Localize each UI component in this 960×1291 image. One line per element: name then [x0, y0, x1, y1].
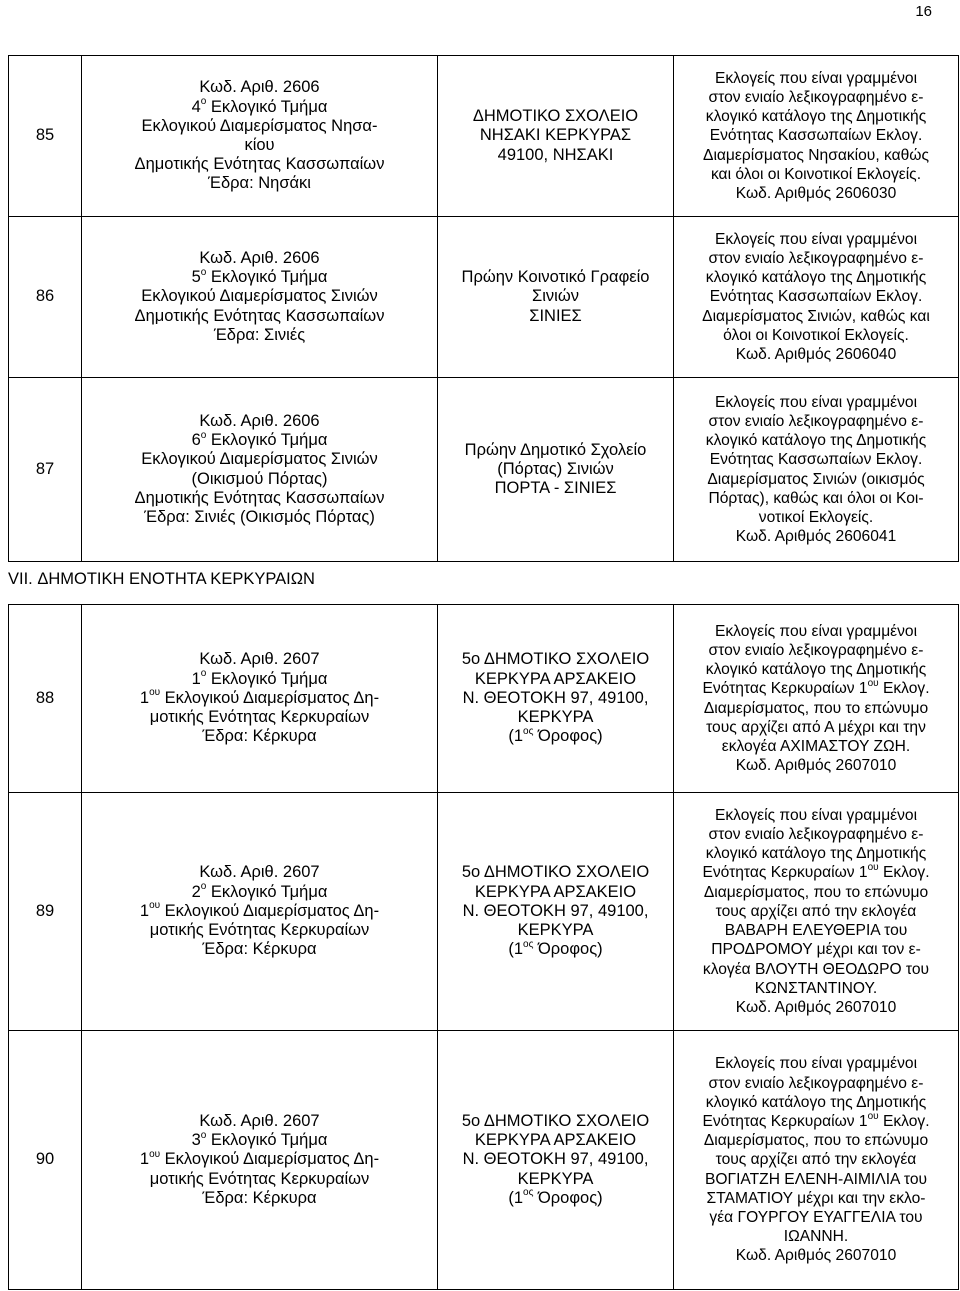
polling-station-line: Δημοτικής Ενότητας Κασσωπαίων	[134, 306, 385, 325]
polling-station-line-text: Εκλογικού Διαμερίσματος Δη-	[160, 1150, 380, 1169]
polling-station-line-text: 1	[139, 688, 150, 707]
polling-station-cell	[82, 378, 438, 562]
voters-line: κλογικό κατάλογο της Δημοτικής	[705, 432, 927, 450]
venue-line-text: Όροφος)	[533, 940, 603, 959]
table-row	[9, 1031, 959, 1290]
venue-cell	[438, 1031, 674, 1290]
venue-line: Ν. ΘΕΟΤΟΚΗ 97, 49100,	[462, 688, 649, 707]
venue-line: Ν. ΘΕΟΤΟΚΗ 97, 49100,	[462, 1150, 649, 1169]
voters-line: Εκλογείς που είναι γραμμένοι	[714, 69, 918, 87]
voters-line: Κωδ. Αριθμός 2607010	[735, 757, 897, 775]
polling-station-line: Κωδ. Αριθ. 2607	[199, 863, 320, 882]
polling-station-cell	[82, 56, 438, 217]
voters-line-text: Εκλογ.	[878, 1112, 930, 1130]
voters-line: κλογικό κατάλογο της Δημοτικής	[705, 108, 927, 126]
voters-cell	[674, 605, 959, 793]
venue-line	[440, 940, 671, 959]
polling-station-line: Κωδ. Αριθ. 2606	[199, 78, 320, 97]
voters-line: ΙΩΑΝΝΗ.	[783, 1228, 849, 1246]
polling-station-line: Κωδ. Αριθ. 2606	[199, 411, 320, 430]
voters-line: Διαμερίσματος Σινιών, καθώς και	[702, 307, 930, 325]
ordinal-suffix: ου	[149, 1148, 161, 1160]
voters-line-text: Ενότητας Κερκυραίων 1	[702, 1112, 868, 1130]
venue-line: ΚΕΡΚΥΡΑ ΑΡΣΑΚΕΙΟ	[474, 882, 637, 901]
polling-station-line: Κωδ. Αριθ. 2607	[199, 650, 320, 669]
voters-line: ΚΩΝΣΤΑΝΤΙΝΟΥ.	[754, 979, 878, 997]
polling-station-line-text: 3	[191, 1131, 201, 1150]
voters-line: στον ενιαίο λεξικογραφημένο ε-	[708, 249, 924, 267]
ordinal-suffix: ο	[200, 96, 207, 108]
voters-line: Διαμερίσματος, που το επώνυμο	[703, 699, 929, 717]
voters-line: Κωδ. Αριθμός 2606030	[735, 185, 897, 202]
polling-station-line	[84, 883, 435, 902]
polling-station-line: μοτικής Ενότητας Κερκυραίων	[149, 708, 370, 727]
voters-line: στον ενιαίο λεξικογραφημένο ε-	[708, 826, 924, 844]
polling-station-line-text: Εκλογικό Τμήμα	[206, 669, 328, 688]
venue-cell	[438, 605, 674, 793]
page-number: 16	[915, 3, 932, 20]
table-row	[9, 217, 959, 378]
polling-station-line	[84, 902, 435, 921]
polling-station-line-text: Εκλογικού Διαμερίσματος Δη-	[160, 688, 380, 707]
voters-line	[676, 863, 956, 882]
voters-line: Κωδ. Αριθμός 2606040	[735, 346, 897, 363]
voters-line: Διαμερίσματος, που το επώνυμο	[703, 883, 929, 901]
table-row	[9, 56, 959, 217]
polling-table-section-2	[8, 604, 959, 1290]
voters-line: Κωδ. Αριθμός 2607010	[735, 1247, 897, 1265]
voters-line: όλοι οι Κοινοτικοί Εκλογείς.	[723, 326, 909, 344]
voters-line: κλογικό κατάλογο της Δημοτικής	[705, 1093, 927, 1111]
row-number: 87	[9, 378, 82, 562]
polling-station-line-text: 2	[191, 882, 201, 901]
voters-line: ΒΟΓΙΑΤΖΗ ΕΛΕΝΗ-ΑΙΜΙΛΙΑ του	[704, 1170, 928, 1188]
venue-line: ΚΕΡΚΥΡΑ	[517, 921, 594, 940]
voters-line-text: Εκλογ.	[878, 680, 930, 698]
venue-line: 5ο ΔΗΜΟΤΙΚΟ ΣΧΟΛΕΙΟ	[461, 863, 650, 882]
ordinal-suffix: ο	[200, 1129, 207, 1141]
polling-station-line: Έδρα: Σινιές	[213, 325, 306, 344]
voters-cell	[674, 56, 959, 217]
row-number: 90	[9, 1031, 82, 1290]
voters-line: νοτικοί Εκλογείς.	[758, 508, 874, 526]
venue-line: Σινιών	[532, 287, 579, 306]
voters-line: Εκλογείς που είναι γραμμένοι	[714, 230, 918, 248]
voters-cell	[674, 217, 959, 378]
polling-station-line: (Οικισμού Πόρτας)	[191, 469, 328, 488]
row-number: 88	[9, 605, 82, 793]
voters-line: ΒΑΒΑΡΗ ΕΛΕΥΘΕΡΙΑ του	[724, 922, 908, 940]
voters-line: στον ενιαίο λεξικογραφημένο ε-	[708, 1074, 924, 1092]
ordinal-suffix: ου	[149, 900, 161, 912]
voters-line: και όλοι οι Κοινοτικοί Εκλογείς.	[710, 165, 922, 183]
voters-line	[676, 679, 956, 698]
voters-line: στον ενιαίο λεξικογραφημένο ε-	[708, 641, 924, 659]
venue-line-text: (1	[508, 940, 524, 959]
ordinal-suffix: ος	[523, 725, 534, 737]
venue-line-text: Όροφος)	[533, 727, 603, 746]
polling-station-line-text: 1	[191, 669, 201, 688]
polling-station-line	[84, 689, 435, 708]
voters-cell	[674, 1031, 959, 1290]
venue-cell	[438, 217, 674, 378]
venue-line: Ν. ΘΕΟΤΟΚΗ 97, 49100,	[462, 901, 649, 920]
polling-station-line-text: 5	[191, 268, 201, 287]
voters-line: ΠΡΟΔΡΟΜΟΥ μέχρι και τον ε-	[711, 941, 921, 959]
ordinal-suffix: ο	[200, 429, 207, 441]
polling-station-line: κίου	[244, 136, 275, 154]
polling-station-line: Έδρα: Νησάκι	[208, 174, 311, 193]
voters-line: εκλογέα ΑΧΙΜΑΣΤΟΥ ΖΩΗ.	[721, 737, 911, 755]
polling-station-line: Έδρα: Κέρκυρα	[202, 940, 317, 959]
venue-line: ΚΕΡΚΥΡΑ	[517, 708, 594, 727]
polling-station-line-text: Εκλογικό Τμήμα	[206, 1131, 328, 1150]
polling-station-line-text: 1	[139, 901, 150, 920]
polling-station-line: Έδρα: Σινιές (Οικισμός Πόρτας)	[144, 507, 375, 526]
venue-line: ΚΕΡΚΥΡΑ	[517, 1169, 594, 1188]
polling-station-line: μοτικής Ενότητας Κερκυραίων	[149, 1169, 370, 1188]
voters-line: κλογικό κατάλογο της Δημοτικής	[705, 845, 927, 863]
voters-line: κλογέα ΒΛΟΥΤΗ ΘΕΟΔΩΡΟ του	[702, 960, 930, 978]
polling-station-line	[84, 1150, 435, 1169]
voters-line: Ενότητας Κασσωπαίων Εκλογ.	[709, 127, 923, 145]
venue-line: ΚΕΡΚΥΡΑ ΑΡΣΑΚΕΙΟ	[474, 1131, 637, 1150]
voters-line: Εκλογείς που είναι γραμμένοι	[714, 622, 918, 640]
polling-station-line-text: 4	[191, 97, 201, 116]
venue-line: Πρώην Κοινοτικό Γραφείο	[461, 268, 650, 287]
section-title: VII. ΔΗΜΟΤΙΚΗ ΕΝΟΤΗΤΑ ΚΕΡΚΥΡΑΙΩΝ	[8, 570, 315, 588]
voters-line: Διαμερίσματος Σινιών (οικισμός	[707, 470, 925, 488]
voters-line: Κωδ. Αριθμός 2606041	[735, 528, 897, 546]
polling-station-line: Εκλογικού Διαμερίσματος Σινιών	[141, 450, 378, 469]
ordinal-suffix: ος	[523, 1187, 534, 1199]
ordinal-suffix: ου	[867, 862, 879, 874]
polling-station-cell	[82, 605, 438, 793]
voters-line: στον ενιαίο λεξικογραφημένο ε-	[708, 88, 924, 106]
voters-line: Κωδ. Αριθμός 2607010	[735, 998, 897, 1016]
polling-station-line: Κωδ. Αριθ. 2607	[199, 1111, 320, 1130]
voters-line: στον ενιαίο λεξικογραφημένο ε-	[708, 412, 924, 430]
voters-line: κλογικό κατάλογο της Δημοτικής	[705, 269, 927, 287]
voters-line: Ενότητας Κασσωπαίων Εκλογ.	[709, 451, 923, 469]
venue-cell	[438, 378, 674, 562]
voters-line: Διαμερίσματος, που το επώνυμο	[703, 1132, 929, 1150]
table-row	[9, 605, 959, 793]
polling-station-line: Δημοτικής Ενότητας Κασσωπαίων	[134, 155, 385, 174]
polling-station-line: Εκλογικού Διαμερίσματος Νησα-	[141, 116, 378, 135]
polling-station-line-text: 1	[139, 1150, 150, 1169]
voters-line: Πόρτας), καθώς και όλοι οι Κοι-	[708, 489, 924, 507]
polling-station-line: Έδρα: Κέρκυρα	[202, 727, 317, 746]
voters-line: τους αρχίζει από την εκλογέα	[715, 902, 917, 920]
row-number: 86	[9, 217, 82, 378]
polling-station-line	[84, 268, 435, 287]
voters-line: Εκλογείς που είναι γραμμένοι	[714, 1055, 918, 1073]
voters-cell	[674, 378, 959, 562]
polling-station-line-text: Εκλογικό Τμήμα	[206, 268, 328, 287]
polling-station-cell	[82, 793, 438, 1031]
venue-line: (Πόρτας) Σινιών	[497, 459, 614, 478]
voters-line-text: Ενότητας Κερκυραίων 1	[702, 864, 868, 882]
venue-line: ΔΗΜΟΤΙΚΟ ΣΧΟΛΕΙΟ	[472, 107, 639, 126]
voters-line-text: Ενότητας Κερκυραίων 1	[702, 680, 868, 698]
ordinal-suffix: ο	[200, 266, 207, 278]
venue-cell	[438, 56, 674, 217]
voters-line: Εκλογείς που είναι γραμμένοι	[714, 393, 918, 411]
venue-line: 5ο ΔΗΜΟΤΙΚΟ ΣΧΟΛΕΙΟ	[461, 650, 650, 669]
venue-line: 49100, ΝΗΣΑΚΙ	[497, 145, 614, 164]
venue-line: ΝΗΣΑΚΙ ΚΕΡΚΥΡΑΣ	[479, 126, 632, 145]
polling-station-line: μοτικής Ενότητας Κερκυραίων	[149, 921, 370, 940]
venue-line-text: (1	[508, 727, 524, 746]
venue-line: ΠΟΡΤΑ - ΣΙΝΙΕΣ	[494, 479, 617, 498]
venue-line: 5ο ΔΗΜΟΤΙΚΟ ΣΧΟΛΕΙΟ	[461, 1111, 650, 1130]
voters-line-text: Εκλογ.	[878, 864, 930, 882]
voters-line: γέα ΓΟΥΡΓΟΥ ΕΥΑΓΓΕΛΙΑ του	[709, 1209, 923, 1226]
table-row	[9, 378, 959, 562]
venue-line: Πρώην Δημοτικό Σχολείο	[464, 440, 647, 459]
polling-table-section-1	[8, 55, 959, 562]
polling-station-line	[84, 98, 435, 117]
ordinal-suffix: ο	[200, 881, 207, 893]
row-number: 85	[9, 56, 82, 217]
ordinal-suffix: ου	[867, 678, 879, 690]
ordinal-suffix: ο	[200, 668, 207, 680]
voters-line: τους αρχίζει από την εκλογέα	[715, 1151, 917, 1169]
polling-station-line-text: Εκλογικό Τμήμα	[206, 431, 328, 450]
polling-station-line: Εκλογικού Διαμερίσματος Σινιών	[141, 287, 378, 306]
polling-station-line: Έδρα: Κέρκυρα	[202, 1188, 317, 1207]
polling-station-line-text: 6	[191, 431, 201, 450]
voters-line: Εκλογείς που είναι γραμμένοι	[714, 806, 918, 824]
polling-station-line	[84, 431, 435, 450]
voters-line: ΣΤΑΜΑΤΙΟΥ μέχρι και την εκλο-	[706, 1189, 926, 1207]
polling-station-line-text: Εκλογικού Διαμερίσματος Δη-	[160, 901, 380, 920]
table-row	[9, 793, 959, 1031]
venue-line: ΚΕΡΚΥΡΑ ΑΡΣΑΚΕΙΟ	[474, 669, 637, 688]
voters-line: τους αρχίζει από Α μέχρι και την	[706, 718, 926, 736]
polling-station-cell	[82, 217, 438, 378]
voters-line: κλογικό κατάλογο της Δημοτικής	[705, 661, 927, 679]
ordinal-suffix: ος	[523, 938, 534, 950]
venue-line: ΣΙΝΙΕΣ	[529, 306, 582, 325]
venue-line-text: Όροφος)	[533, 1188, 603, 1207]
polling-station-line	[84, 1131, 435, 1150]
venue-cell	[438, 793, 674, 1031]
voters-line	[676, 1112, 956, 1131]
polling-station-line-text: Εκλογικό Τμήμα	[206, 882, 328, 901]
venue-line	[440, 727, 671, 746]
polling-station-line-text: Εκλογικό Τμήμα	[206, 97, 328, 116]
polling-station-line: Δημοτικής Ενότητας Κασσωπαίων	[134, 488, 385, 507]
polling-station-line	[84, 670, 435, 689]
ordinal-suffix: ου	[149, 687, 161, 699]
voters-line: Διαμερίσματος Νησακίου, καθώς	[703, 146, 929, 164]
row-number: 89	[9, 793, 82, 1031]
polling-station-line: Κωδ. Αριθ. 2606	[199, 248, 320, 267]
ordinal-suffix: ου	[867, 1110, 879, 1122]
voters-line: Ενότητας Κασσωπαίων Εκλογ.	[709, 288, 923, 306]
venue-line	[440, 1189, 671, 1208]
polling-station-cell	[82, 1031, 438, 1290]
venue-line-text: (1	[508, 1188, 524, 1207]
voters-cell	[674, 793, 959, 1031]
